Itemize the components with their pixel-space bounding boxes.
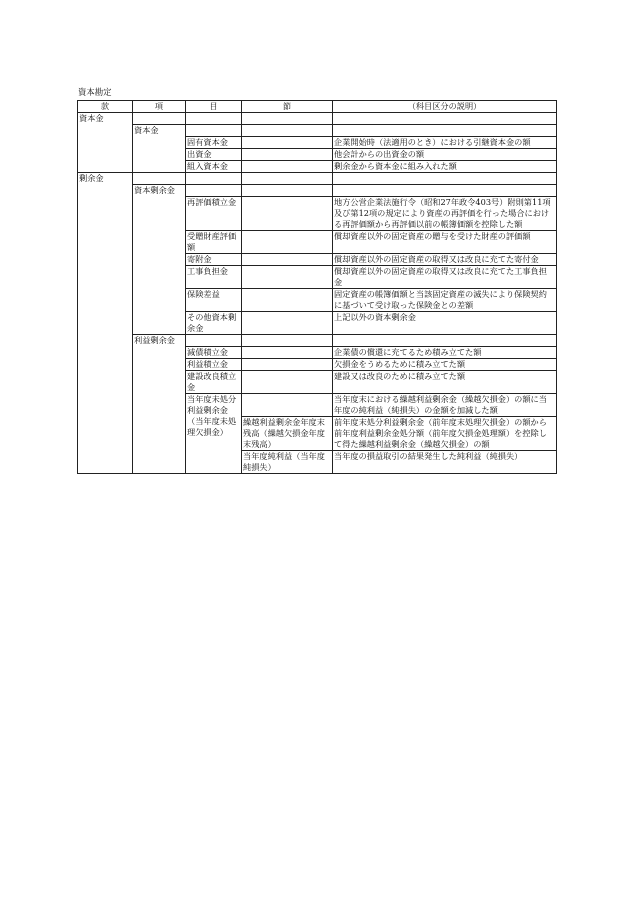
- kou-cell: 資本剰余金: [133, 185, 186, 335]
- moku-cell: 組入資本金: [186, 161, 242, 173]
- table-row: [78, 335, 557, 347]
- moku-cell: 受贈財産評価額: [186, 231, 242, 254]
- table-row: [78, 185, 557, 197]
- moku-cell: 減債積立金: [186, 347, 242, 359]
- header-row: [78, 101, 557, 113]
- empty-cell: [333, 113, 557, 125]
- empty-cell: [186, 335, 242, 347]
- description-cell: 当年度の損益取引の結果発生した純利益（純損失）: [333, 451, 557, 474]
- moku-cell: 寄附金: [186, 254, 242, 266]
- description-cell: 当年度末における繰越利益剰余金（繰越欠損金）の額に当年度の純利益（純損失）の金額を加減した額: [333, 394, 557, 417]
- header-moku: 目: [186, 101, 242, 113]
- empty-cell: [242, 312, 333, 335]
- empty-cell: [242, 359, 333, 371]
- empty-cell: [242, 137, 333, 149]
- empty-cell: [242, 149, 333, 161]
- description-cell: 地方公営企業法施行令（昭和27年政令403号）附則第11項及び第12項の規定により資産の再評価を行った場合における再評価額から再評価以前の帳簿価額を控除した額: [333, 197, 557, 231]
- empty-cell: [333, 335, 557, 347]
- description-cell: 他会計からの出資金の額: [333, 149, 557, 161]
- empty-cell: [242, 266, 333, 289]
- empty-cell: [242, 289, 333, 312]
- empty-cell: [242, 161, 333, 173]
- page-title: 資本勘定: [78, 87, 112, 97]
- moku-cell: 再評価積立金: [186, 197, 242, 231]
- empty-cell: [186, 113, 242, 125]
- header-kan: 款: [78, 101, 133, 113]
- description-cell: 償却資産以外の固定資産の贈与を受けた財産の評価額: [333, 231, 557, 254]
- description-cell: 企業開始時（法適用のとき）における引継資本金の額: [333, 137, 557, 149]
- kou-cell: 資本金: [133, 125, 186, 173]
- empty-cell: [186, 185, 242, 197]
- empty-cell: [242, 185, 333, 197]
- table-row: [78, 113, 557, 125]
- empty-cell: [242, 113, 333, 125]
- moku-cell: 固有資本金: [186, 137, 242, 149]
- table-row: [78, 125, 557, 137]
- description-cell: 固定資産の帳簿価額と当該固定資産の滅失により保険契約に基づいて受け取った保険金との差額: [333, 289, 557, 312]
- moku-cell: 当年度未処分利益剰余金（当年度未処理欠損金）: [186, 394, 242, 474]
- empty-cell: [242, 197, 333, 231]
- description-cell: 上記以外の資本剰余金: [333, 312, 557, 335]
- description-cell: 欠損金をうめるために積み立てた額: [333, 359, 557, 371]
- empty-cell: [333, 125, 557, 137]
- table-row: [78, 173, 557, 185]
- empty-cell: [333, 173, 557, 185]
- moku-cell: その他資本剰余金: [186, 312, 242, 335]
- empty-cell: [186, 125, 242, 137]
- empty-cell: [242, 254, 333, 266]
- moku-cell: 出資金: [186, 149, 242, 161]
- empty-cell: [242, 125, 333, 137]
- empty-cell: [333, 185, 557, 197]
- setsu-cell: 繰越利益剰余金年度末残高（繰越欠損金年度末残高）: [242, 417, 333, 451]
- capital-account-table: [77, 100, 557, 474]
- moku-cell: 保険差益: [186, 289, 242, 312]
- description-cell: 建設又は改良のために積み立てた額: [333, 371, 557, 394]
- moku-cell: 利益積立金: [186, 359, 242, 371]
- kan-cell: 資本金: [78, 113, 133, 173]
- moku-cell: 建設改良積立金: [186, 371, 242, 394]
- description-cell: 償却資産以外の固定資産の取得又は改良に充てた寄付金: [333, 254, 557, 266]
- empty-cell: [133, 173, 186, 185]
- empty-cell: [242, 231, 333, 254]
- kan-cell: 剰余金: [78, 173, 133, 474]
- setsu-cell: 当年度純利益（当年度純損失）: [242, 451, 333, 474]
- empty-cell: [133, 113, 186, 125]
- description-cell: 償却資産以外の固定資産の取得又は改良に充てた工事負担金: [333, 266, 557, 289]
- empty-cell: [242, 335, 333, 347]
- empty-cell: [242, 394, 333, 417]
- empty-cell: [242, 371, 333, 394]
- header-kou: 項: [133, 101, 186, 113]
- empty-cell: [242, 347, 333, 359]
- moku-cell: 工事負担金: [186, 266, 242, 289]
- kou-cell: 利益剰余金: [133, 335, 186, 474]
- empty-cell: [242, 173, 333, 185]
- description-cell: 前年度末処分利益剰余金（前年度末処理欠損金）の額から前年度利益剰余金処分額（前年度欠損金処理額）を控除して得た繰越利益剰余金（繰越欠損金）の額: [333, 417, 557, 451]
- header-note: （科目区分の説明）: [333, 101, 557, 113]
- description-cell: 剰余金から資本金に組み入れた額: [333, 161, 557, 173]
- header-setsu: 節: [242, 101, 333, 113]
- empty-cell: [186, 173, 242, 185]
- description-cell: 企業債の償還に充てるため積み立てた額: [333, 347, 557, 359]
